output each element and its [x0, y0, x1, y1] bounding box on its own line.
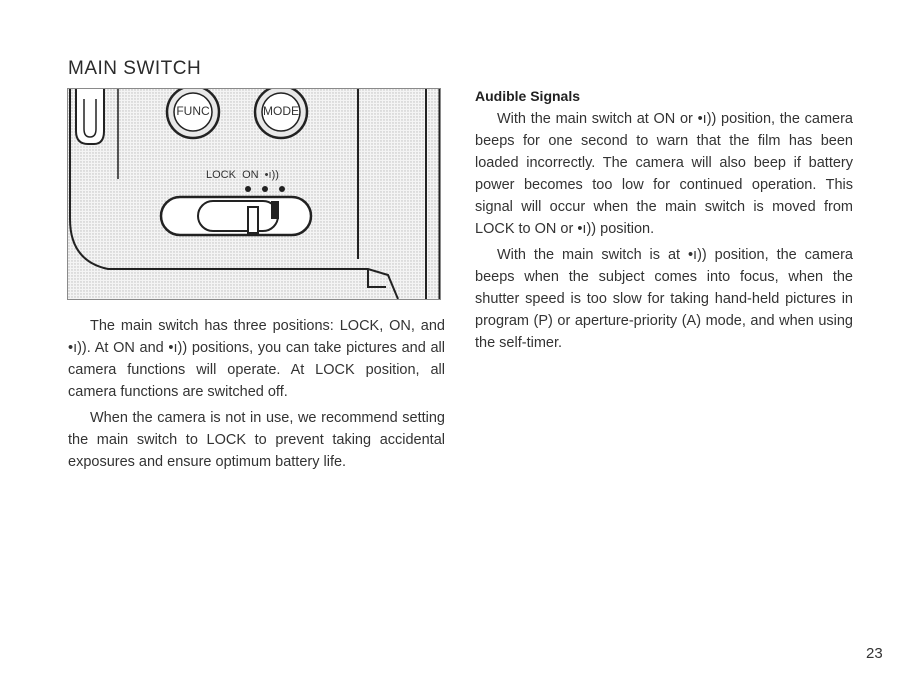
audible-signals-heading: Audible Signals: [475, 88, 581, 104]
left-paragraph-1: The main switch has three positions: LOCK, ON, and •ı)). At ON and •ı)) positions, you can take pictures and all camera functions will operate. At LOCK position, all camera functions are switched off.: [68, 318, 445, 400]
mode-label: MODE: [263, 104, 299, 118]
right-column: [475, 85, 853, 358]
func-label: FUNC: [176, 104, 210, 118]
page-number: 23: [866, 645, 883, 662]
camera-switch-illustration: [67, 88, 441, 300]
camera-top-diagram: [68, 89, 440, 299]
switch-position-labels: LOCK ON •ı)): [206, 169, 279, 181]
left-column: [68, 315, 445, 477]
left-paragraph-2: When the camera is not in use, we recommend setting the main switch to LOCK to prevent taking accidental exposures and ensure optimum battery life.: [68, 410, 445, 470]
page-title: MAIN SWITCH: [68, 58, 202, 79]
right-paragraph-1: With the main switch at ON or •ı)) position, the camera beeps for one second to warn that the film has been loaded incorrectly. The camera will also beep if battery power becomes too low for continued operation. This signal will occur when the main switch is moved from LOCK to ON or •ı)) position.: [475, 111, 853, 237]
right-paragraph-2: With the main switch is at •ı)) position, the camera beeps when the subject comes into focus, when the shutter speed is too slow for taking hand-held pictures in program (P) or aperture-priority (A) mode, and when using the self-timer.: [475, 247, 853, 351]
